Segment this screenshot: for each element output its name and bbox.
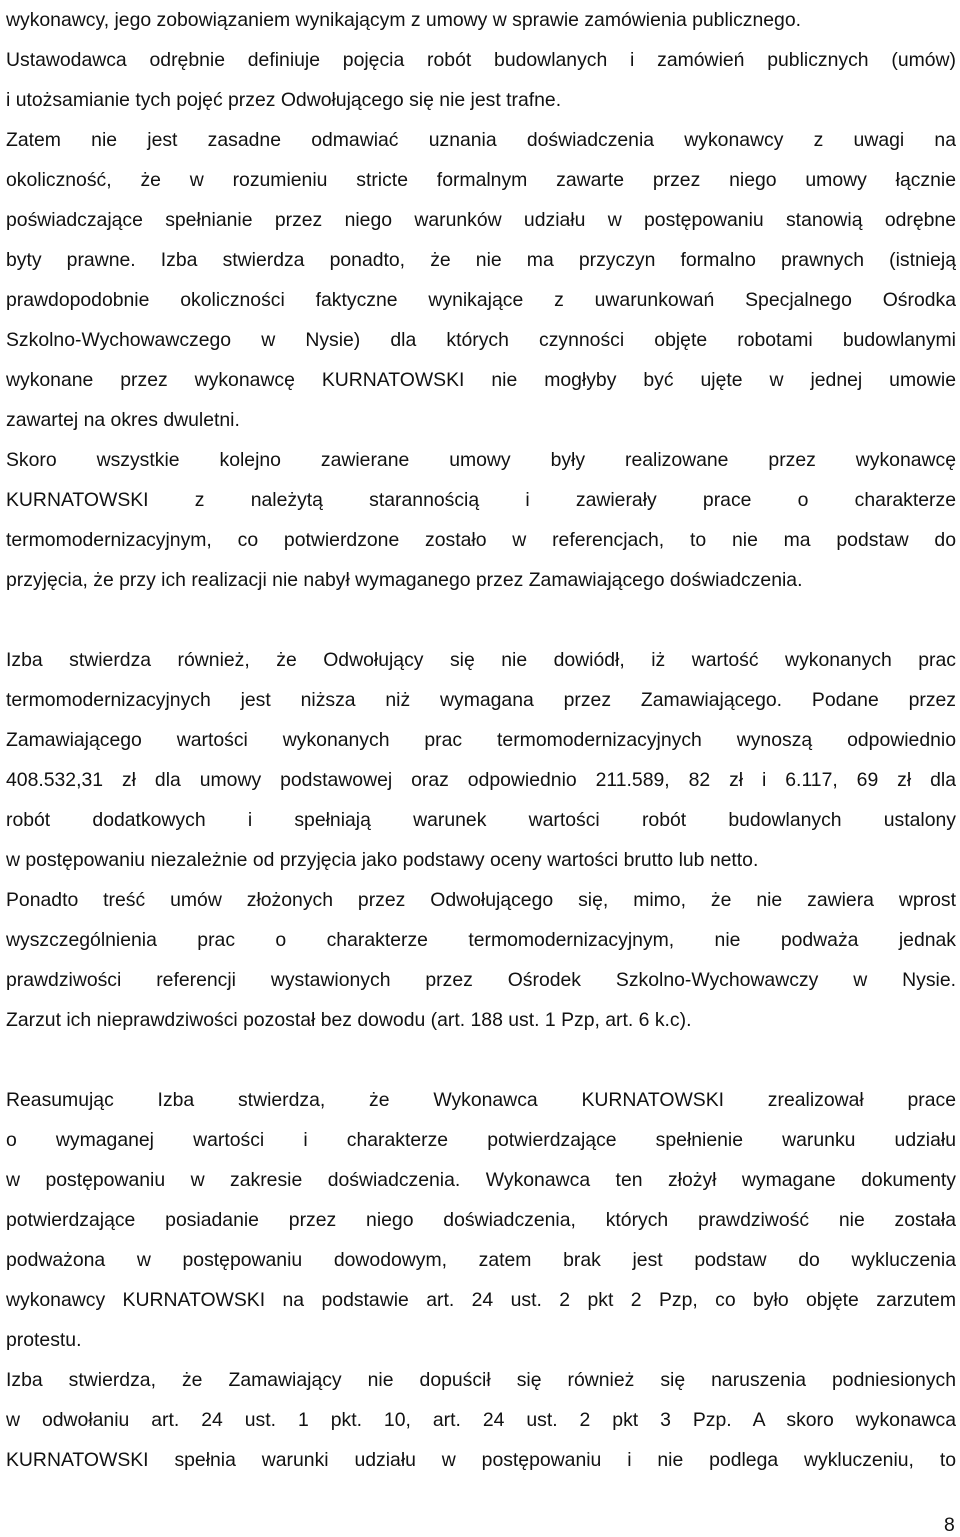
text-line: termomodernizacyjnym, co potwierdzone zostało w referencjach, to nie ma podstaw do <box>6 529 956 551</box>
text-line: 408.532,31 zł dla umowy podstawowej oraz odpowiednio 211.589, 82 zł i 6.117, 69 zł dla <box>6 769 956 791</box>
text-line: wykonane przez wykonawcę KURNATOWSKI nie mogłyby być ujęte w jednej umowie <box>6 369 956 391</box>
text-line: i utożsamianie tych pojęć przez Odwołującego się nie jest trafne. <box>6 89 562 111</box>
text-line: w odwołaniu art. 24 ust. 1 pkt. 10, art. 24 ust. 2 pkt 3 Pzp. A skoro wykonawca <box>6 1409 956 1431</box>
text-line: Szkolno-Wychowawczego w Nysie) dla których czynności objęte robotami budowlanymi <box>6 329 956 351</box>
text-line: prawdziwości referencji wystawionych przez Ośrodek Szkolno-Wychowawczy w Nysie. <box>6 969 956 991</box>
text-line: przyjęcia, że przy ich realizacji nie nabył wymaganego przez Zamawiającego doświadczenia. <box>6 569 803 591</box>
text-line: robót dodatkowych i spełniają warunek wartości robót budowlanych ustalony <box>6 809 956 831</box>
text-line: podważona w postępowaniu dowodowym, zatem brak jest podstaw do wykluczenia <box>6 1249 956 1271</box>
text-line: termomodernizacyjnych jest niższa niż wymagana przez Zamawiającego. Podane przez <box>6 689 956 711</box>
text-line: potwierdzające posiadanie przez niego doświadczenia, których prawdziwość nie została <box>6 1209 956 1231</box>
text-line: Zamawiającego wartości wykonanych prac termomodernizacyjnych wynoszą odpowiednio <box>6 729 956 751</box>
page-number: 8 <box>944 1514 955 1536</box>
text-line: Zarzut ich nieprawdziwości pozostał bez dowodu (art. 188 ust. 1 Pzp, art. 6 k.c). <box>6 1009 692 1031</box>
text-line: KURNATOWSKI spełnia warunki udziału w postępowaniu i nie podlega wykluczeniu, to <box>6 1449 956 1471</box>
text-line: w postępowaniu niezależnie od przyjęcia jako podstawy oceny wartości brutto lub netto. <box>6 849 759 871</box>
text-line: Skoro wszystkie kolejno zawierane umowy były realizowane przez wykonawcę <box>6 449 956 471</box>
text-line: Izba stwierdza również, że Odwołujący się nie dowiódł, iż wartość wykonanych prac <box>6 649 956 671</box>
paragraph-gap <box>6 1044 956 1084</box>
text-line: protestu. <box>6 1329 82 1351</box>
text-line: wykonawcy KURNATOWSKI na podstawie art. 24 ust. 2 pkt 2 Pzp, co było objęte zarzutem <box>6 1289 956 1311</box>
text-line: o wymaganej wartości i charakterze potwierdzające spełnienie warunku udziału <box>6 1129 956 1151</box>
text-line: wyszczególnienia prac o charakterze termomodernizacyjnym, nie podważa jednak <box>6 929 956 951</box>
paragraph-gap <box>6 604 956 644</box>
text-line: Reasumując Izba stwierdza, że Wykonawca KURNATOWSKI zrealizował prace <box>6 1089 956 1111</box>
text-line: okoliczność, że w rozumieniu stricte formalnym zawarte przez niego umowy łącznie <box>6 169 956 191</box>
text-line: Ponadto treść umów złożonych przez Odwołującego się, mimo, że nie zawiera wprost <box>6 889 956 911</box>
text-line: Ustawodawca odrębnie definiuje pojęcia robót budowlanych i zamówień publicznych (umów) <box>6 49 956 71</box>
document-body <box>6 4 956 1484</box>
text-line: Izba stwierdza, że Zamawiający nie dopuścił się również się naruszenia podniesionych <box>6 1369 956 1391</box>
text-line: byty prawne. Izba stwierdza ponadto, że nie ma przyczyn formalno prawnych (istnieją <box>6 249 956 271</box>
text-line: wykonawcy, jego zobowiązaniem wynikającym z umowy w sprawie zamówienia publicznego. <box>6 9 801 31</box>
text-line: Zatem nie jest zasadne odmawiać uznania doświadczenia wykonawcy z uwagi na <box>6 129 956 151</box>
text-line: prawdopodobnie okoliczności faktyczne wynikające z uwarunkowań Specjalnego Ośrodka <box>6 289 956 311</box>
text-line: KURNATOWSKI z należytą starannością i zawierały prace o charakterze <box>6 489 956 511</box>
text-line: zawartej na okres dwuletni. <box>6 409 240 431</box>
text-line: poświadczające spełnianie przez niego warunków udziału w postępowaniu stanowią odrębne <box>6 209 956 231</box>
text-line: w postępowaniu w zakresie doświadczenia. Wykonawca ten złożył wymagane dokumenty <box>6 1169 956 1191</box>
